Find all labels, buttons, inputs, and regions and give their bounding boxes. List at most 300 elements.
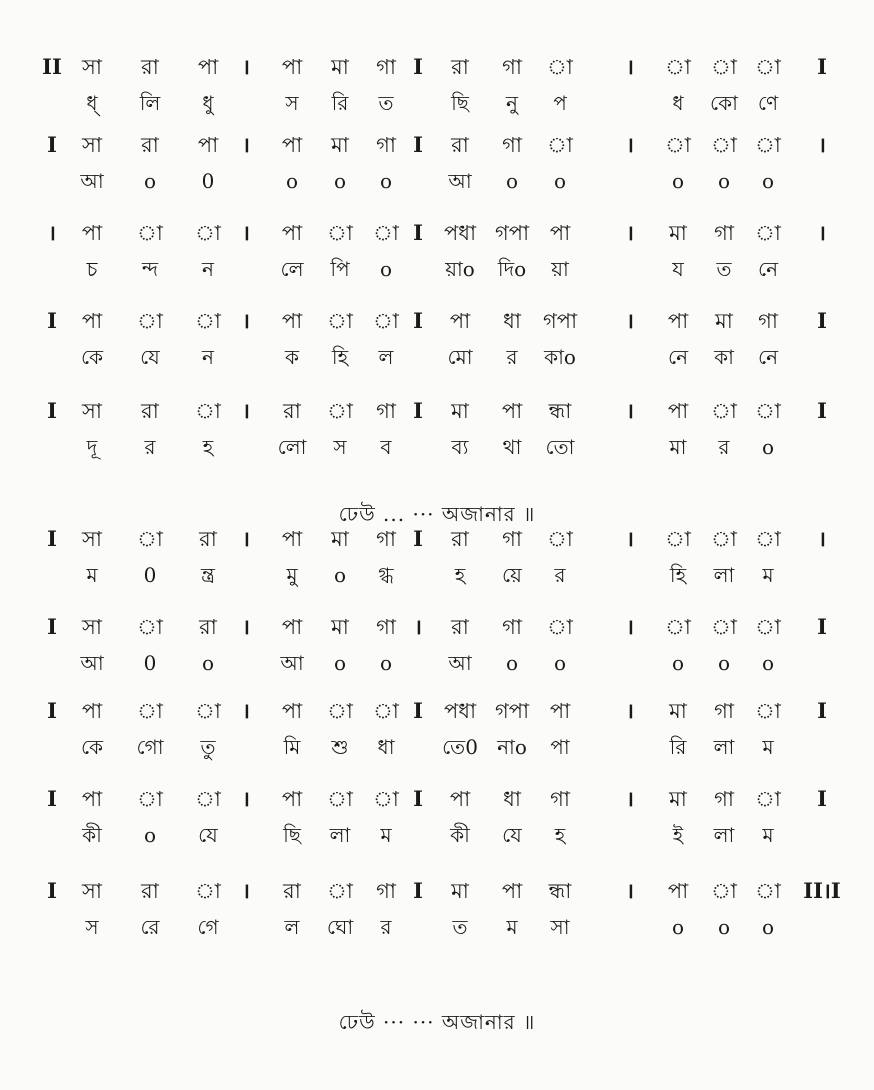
lyric-syllable: ন	[202, 257, 214, 281]
bar-line: I	[817, 398, 827, 423]
swara-note: সা	[82, 399, 102, 423]
lyric-syllable: হি	[331, 345, 349, 369]
swara-note: মা	[331, 615, 349, 639]
lyric-syllable: আ	[448, 169, 472, 193]
swara-note: পা	[197, 55, 219, 79]
swara-note: া	[665, 615, 691, 639]
refrain-line: ঢেউ ... ··· অজানার ॥	[338, 502, 536, 526]
lyric-syllable: থা	[502, 435, 522, 459]
lyric-line	[0, 340, 874, 374]
bar-line: I	[47, 526, 57, 551]
swara-note: রা	[283, 399, 301, 423]
lyric-syllable: o	[333, 563, 347, 587]
swara-note: পা	[667, 399, 689, 423]
lyric-syllable: য়া	[551, 257, 569, 281]
lyric-syllable: o	[285, 169, 299, 193]
bar-line: ।	[626, 398, 634, 423]
lyric-syllable: কা	[714, 345, 734, 369]
swara-note: পা	[549, 221, 571, 245]
swara-note: রা	[199, 615, 217, 639]
lyric-syllable: দূ	[86, 435, 98, 459]
swara-note: পা	[281, 133, 303, 157]
lyric-syllable: ণে	[757, 91, 779, 115]
lyric-line	[0, 558, 874, 592]
lyric-syllable: যে	[140, 345, 160, 369]
bar-line: ।	[626, 786, 634, 811]
lyric-syllable: পা	[550, 735, 570, 759]
swara-line	[0, 694, 874, 728]
lyric-syllable: ত	[452, 915, 468, 939]
swara-note: গা	[376, 399, 396, 423]
swara-note: ন্ধা	[548, 879, 572, 903]
bar-line: I	[817, 54, 827, 79]
lyric-syllable: লা	[713, 563, 735, 587]
swara-note: মা	[451, 399, 469, 423]
lyric-syllable: স	[85, 915, 99, 939]
bar-line: I	[47, 308, 57, 333]
swara-note: পধা	[443, 221, 477, 245]
bar-line: ।	[48, 220, 56, 245]
lyric-syllable: ঘো	[326, 915, 354, 939]
swara-note: রা	[141, 55, 159, 79]
lyric-syllable: ধা	[377, 735, 395, 759]
swara-note: া	[665, 55, 691, 79]
lyric-syllable: গে	[197, 915, 219, 939]
swara-note: রা	[141, 133, 159, 157]
swara-note: া	[755, 221, 781, 245]
lyric-syllable: নাo	[497, 735, 527, 759]
lyric-syllable: লা	[713, 735, 735, 759]
swara-note: া	[327, 879, 353, 903]
bar-line: I	[413, 398, 423, 423]
lyric-syllable: লো	[277, 435, 307, 459]
swara-note: সা	[82, 879, 102, 903]
bar-line: ।	[242, 526, 250, 551]
lyric-syllable: ন	[202, 345, 214, 369]
swara-note: া	[195, 699, 221, 723]
swara-note: া	[327, 309, 353, 333]
lyric-syllable: o	[333, 169, 347, 193]
bar-line: I	[47, 614, 57, 639]
lyric-syllable: ল	[378, 345, 394, 369]
swara-note: া	[755, 527, 781, 551]
lyric-line	[0, 164, 874, 198]
swara-note: পা	[281, 55, 303, 79]
swara-note: গা	[714, 699, 734, 723]
lyric-syllable: 0	[143, 563, 157, 587]
bar-line: I	[47, 698, 57, 723]
bar-line: I	[413, 526, 423, 551]
lyric-syllable: য়ে	[502, 563, 522, 587]
lyric-syllable: র	[380, 915, 392, 939]
lyric-syllable: গো	[136, 735, 164, 759]
swara-note: গা	[376, 527, 396, 551]
swara-line	[0, 128, 874, 162]
lyric-syllable: যে	[198, 823, 218, 847]
bar-line: ।	[626, 132, 634, 157]
lyric-syllable: লে	[280, 257, 304, 281]
swara-note: া	[373, 699, 399, 723]
bar-line: ।	[626, 698, 634, 723]
bar-line: I	[47, 398, 57, 423]
swara-note: মা	[669, 221, 687, 245]
swara-note: া	[711, 399, 737, 423]
swara-note: পা	[549, 699, 571, 723]
bar-line: ।	[242, 614, 250, 639]
swara-note: া	[327, 399, 353, 423]
swara-line	[0, 610, 874, 644]
swara-note: া	[195, 879, 221, 903]
lyric-syllable: কে	[80, 735, 104, 759]
swara-note: া	[195, 787, 221, 811]
swara-note: মা	[331, 55, 349, 79]
swara-note: পা	[81, 787, 103, 811]
swara-note: া	[195, 309, 221, 333]
bar-line: I	[413, 786, 423, 811]
lyric-syllable: ম	[762, 823, 774, 847]
lyric-syllable: 0	[143, 651, 157, 675]
swara-note: া	[755, 699, 781, 723]
swara-note: সা	[82, 133, 102, 157]
lyric-syllable: মু	[286, 563, 298, 587]
lyric-syllable: ই	[672, 823, 684, 847]
swara-note: পা	[81, 699, 103, 723]
bar-line: I	[413, 698, 423, 723]
bar-line: I	[47, 132, 57, 157]
swara-note: া	[547, 133, 573, 157]
lyric-syllable: o	[379, 651, 393, 675]
swara-note: রা	[451, 527, 469, 551]
swara-note: া	[137, 787, 163, 811]
swara-note: গা	[714, 221, 734, 245]
lyric-syllable: ধু	[202, 91, 214, 115]
lyric-syllable: ব	[380, 435, 392, 459]
lyric-syllable: আ	[448, 651, 472, 675]
bar-line: ।	[626, 54, 634, 79]
swara-note: রা	[199, 527, 217, 551]
lyric-syllable: শু	[331, 735, 349, 759]
swara-note: া	[665, 527, 691, 551]
swara-note: া	[547, 55, 573, 79]
lyric-syllable: লি	[139, 91, 161, 115]
refrain-line: ঢেউ ··· ··· অজানার ॥	[338, 1010, 536, 1034]
swara-note: পা	[501, 879, 523, 903]
lyric-syllable: o	[761, 435, 775, 459]
swara-note: রা	[141, 399, 159, 423]
lyric-syllable: নে	[757, 257, 779, 281]
swara-note: া	[755, 133, 781, 157]
lyric-syllable: o	[143, 169, 157, 193]
swara-note: া	[195, 399, 221, 423]
swara-note: গা	[714, 787, 734, 811]
lyric-syllable: হ	[554, 823, 566, 847]
lyric-syllable: o	[717, 915, 731, 939]
bar-line: I	[817, 786, 827, 811]
lyric-syllable: লা	[329, 823, 351, 847]
swara-note: া	[137, 699, 163, 723]
swara-note: পা	[81, 309, 103, 333]
lyric-syllable: যে	[502, 823, 522, 847]
lyric-syllable: নে	[667, 345, 689, 369]
swara-note: া	[755, 879, 781, 903]
lyric-syllable: o	[553, 651, 567, 675]
lyric-line	[0, 910, 874, 944]
lyric-syllable: আ	[280, 651, 304, 675]
lyric-syllable: ত	[378, 91, 394, 115]
swara-note: ধা	[503, 309, 521, 333]
lyric-syllable: ক	[285, 345, 299, 369]
lyric-syllable: মো	[447, 345, 473, 369]
lyric-syllable: কে	[80, 345, 104, 369]
lyric-syllable: o	[671, 169, 685, 193]
swara-note: া	[137, 221, 163, 245]
lyric-syllable: আ	[80, 169, 104, 193]
swara-note: া	[711, 879, 737, 903]
swara-note: সা	[82, 527, 102, 551]
swara-note: া	[665, 133, 691, 157]
swara-note: া	[373, 309, 399, 333]
swara-note: সা	[82, 615, 102, 639]
lyric-syllable: কো	[710, 91, 738, 115]
lyric-syllable: o	[671, 915, 685, 939]
swara-note: া	[547, 615, 573, 639]
lyric-syllable: o	[717, 651, 731, 675]
lyric-syllable: প	[553, 91, 567, 115]
lyric-syllable: ধ	[672, 91, 684, 115]
bar-line: I	[47, 786, 57, 811]
lyric-syllable: আ	[80, 651, 104, 675]
lyric-syllable: ন্ত্র	[201, 563, 215, 587]
lyric-line	[0, 646, 874, 680]
swara-note: সা	[82, 55, 102, 79]
bar-line: I	[413, 308, 423, 333]
lyric-syllable: o	[553, 169, 567, 193]
lyric-line	[0, 430, 874, 464]
lyric-syllable: কাo	[544, 345, 576, 369]
lyric-syllable: র	[144, 435, 156, 459]
lyric-syllable: o	[761, 169, 775, 193]
lyric-syllable: ত	[716, 257, 732, 281]
swara-note: পা	[281, 615, 303, 639]
lyric-syllable: কী	[450, 823, 470, 847]
swara-note: পা	[81, 221, 103, 245]
lyric-syllable: মা	[669, 435, 687, 459]
lyric-syllable: চ	[86, 257, 98, 281]
lyric-syllable: ন্দ	[141, 257, 159, 281]
lyric-syllable: o	[505, 169, 519, 193]
bar-line: I	[817, 308, 827, 333]
swara-note: া	[327, 221, 353, 245]
swara-note: া	[755, 615, 781, 639]
lyric-syllable: রি	[331, 91, 349, 115]
swara-note: রা	[451, 615, 469, 639]
swara-note: গপা	[542, 309, 578, 333]
bar-line: ।	[626, 308, 634, 333]
swara-note: া	[755, 55, 781, 79]
lyric-syllable: নু	[506, 91, 518, 115]
swara-note: া	[137, 615, 163, 639]
swara-note: পা	[667, 879, 689, 903]
bar-line: I	[817, 698, 827, 723]
swara-note: া	[547, 527, 573, 551]
swara-note: া	[711, 55, 737, 79]
swara-note: গা	[502, 527, 522, 551]
bar-line: ।	[626, 220, 634, 245]
swara-note: গা	[502, 133, 522, 157]
swara-note: পা	[281, 309, 303, 333]
lyric-syllable: ল	[284, 915, 300, 939]
swara-line	[0, 394, 874, 428]
bar-line: I	[817, 614, 827, 639]
lyric-syllable: রে	[140, 915, 160, 939]
bar-line: I	[47, 878, 57, 903]
swara-note: পা	[281, 221, 303, 245]
lyric-syllable: য	[672, 257, 684, 281]
swara-note: ন্ধা	[548, 399, 572, 423]
lyric-syllable: ব্য	[451, 435, 469, 459]
bar-line: II।I	[803, 878, 841, 903]
lyric-line	[0, 818, 874, 852]
swara-note: পা	[197, 133, 219, 157]
bar-line: ।	[818, 220, 826, 245]
swara-note: গা	[376, 879, 396, 903]
bar-line: ।	[242, 786, 250, 811]
swara-line	[0, 216, 874, 250]
swara-note: মা	[451, 879, 469, 903]
bar-line: ।	[626, 526, 634, 551]
lyric-syllable: র	[718, 435, 730, 459]
swara-note: পা	[281, 527, 303, 551]
lyric-syllable: কী	[82, 823, 102, 847]
lyric-line	[0, 252, 874, 286]
bar-line: ।	[818, 132, 826, 157]
swara-note: মা	[331, 527, 349, 551]
swara-note: রা	[283, 879, 301, 903]
lyric-syllable: তু	[200, 735, 216, 759]
swara-note: পা	[449, 787, 471, 811]
lyric-syllable: গ্ধ	[378, 563, 394, 587]
lyric-syllable: o	[201, 651, 215, 675]
lyric-syllable: মি	[283, 735, 301, 759]
lyric-syllable: ম	[506, 915, 518, 939]
lyric-syllable: ছি	[451, 91, 469, 115]
swara-note: া	[711, 527, 737, 551]
lyric-syllable: ম	[86, 563, 98, 587]
lyric-syllable: ম	[380, 823, 392, 847]
swara-note: া	[137, 527, 163, 551]
bar-line: I	[413, 878, 423, 903]
lyric-syllable: ম	[762, 563, 774, 587]
lyric-syllable: o	[761, 915, 775, 939]
bar-line: I	[413, 220, 423, 245]
swara-note: মা	[669, 787, 687, 811]
lyric-syllable: রি	[669, 735, 687, 759]
lyric-syllable: o	[379, 257, 393, 281]
swara-note: া	[373, 787, 399, 811]
lyric-syllable: ছি	[283, 823, 301, 847]
swara-note: ধা	[503, 787, 521, 811]
bar-line: ।	[414, 614, 422, 639]
bar-line: ।	[242, 698, 250, 723]
swara-note: পা	[281, 787, 303, 811]
swara-note: পধা	[443, 699, 477, 723]
lyric-line	[0, 730, 874, 764]
bar-line: ।	[818, 526, 826, 551]
lyric-syllable: স	[333, 435, 347, 459]
bar-line: I	[413, 54, 423, 79]
lyric-syllable: স	[285, 91, 299, 115]
swara-note: গপা	[494, 699, 530, 723]
swara-note: া	[373, 221, 399, 245]
lyric-syllable: য়াo	[445, 257, 475, 281]
bar-line: ।	[242, 220, 250, 245]
lyric-syllable: o	[333, 651, 347, 675]
swara-note: া	[327, 787, 353, 811]
lyric-syllable: নে	[757, 345, 779, 369]
swara-note: মা	[331, 133, 349, 157]
bar-line: II	[42, 54, 62, 79]
lyric-syllable: সা	[550, 915, 570, 939]
bar-line: ।	[626, 878, 634, 903]
bar-line: ।	[242, 132, 250, 157]
swara-note: রা	[141, 879, 159, 903]
bar-line: ।	[626, 614, 634, 639]
swara-note: পা	[501, 399, 523, 423]
lyric-syllable: o	[505, 651, 519, 675]
swara-note: গা	[502, 55, 522, 79]
lyric-syllable: o	[717, 169, 731, 193]
swara-note: গা	[376, 615, 396, 639]
swara-note: া	[137, 309, 163, 333]
lyric-syllable: ম	[762, 735, 774, 759]
swara-note: রা	[451, 55, 469, 79]
swara-note: া	[711, 133, 737, 157]
swara-note: া	[755, 399, 781, 423]
swara-note: মা	[715, 309, 733, 333]
swara-note: া	[195, 221, 221, 245]
lyric-syllable: দিo	[497, 257, 527, 281]
swara-note: পা	[281, 699, 303, 723]
swara-note: গা	[502, 615, 522, 639]
lyric-syllable: 0	[201, 169, 215, 193]
swara-note: রা	[451, 133, 469, 157]
lyric-syllable: র	[506, 345, 518, 369]
lyric-syllable: হ	[454, 563, 466, 587]
swara-note: গা	[376, 133, 396, 157]
lyric-syllable: তো	[545, 435, 575, 459]
bar-line: I	[413, 132, 423, 157]
swara-line	[0, 782, 874, 816]
lyric-syllable: হ	[202, 435, 214, 459]
lyric-line	[0, 86, 874, 120]
bar-line: ।	[242, 54, 250, 79]
swara-note: গা	[550, 787, 570, 811]
lyric-syllable: o	[761, 651, 775, 675]
swara-note: া	[327, 699, 353, 723]
lyric-syllable: পি	[330, 257, 350, 281]
lyric-syllable: হি	[669, 563, 687, 587]
lyric-syllable: লা	[713, 823, 735, 847]
lyric-syllable: তে0	[442, 735, 478, 759]
lyric-syllable: ধ্	[86, 91, 98, 115]
lyric-syllable: o	[671, 651, 685, 675]
swara-note: মা	[669, 699, 687, 723]
swara-note: া	[711, 615, 737, 639]
swara-note: া	[755, 787, 781, 811]
bar-line: ।	[242, 878, 250, 903]
swara-note: গা	[376, 55, 396, 79]
lyric-syllable: o	[379, 169, 393, 193]
